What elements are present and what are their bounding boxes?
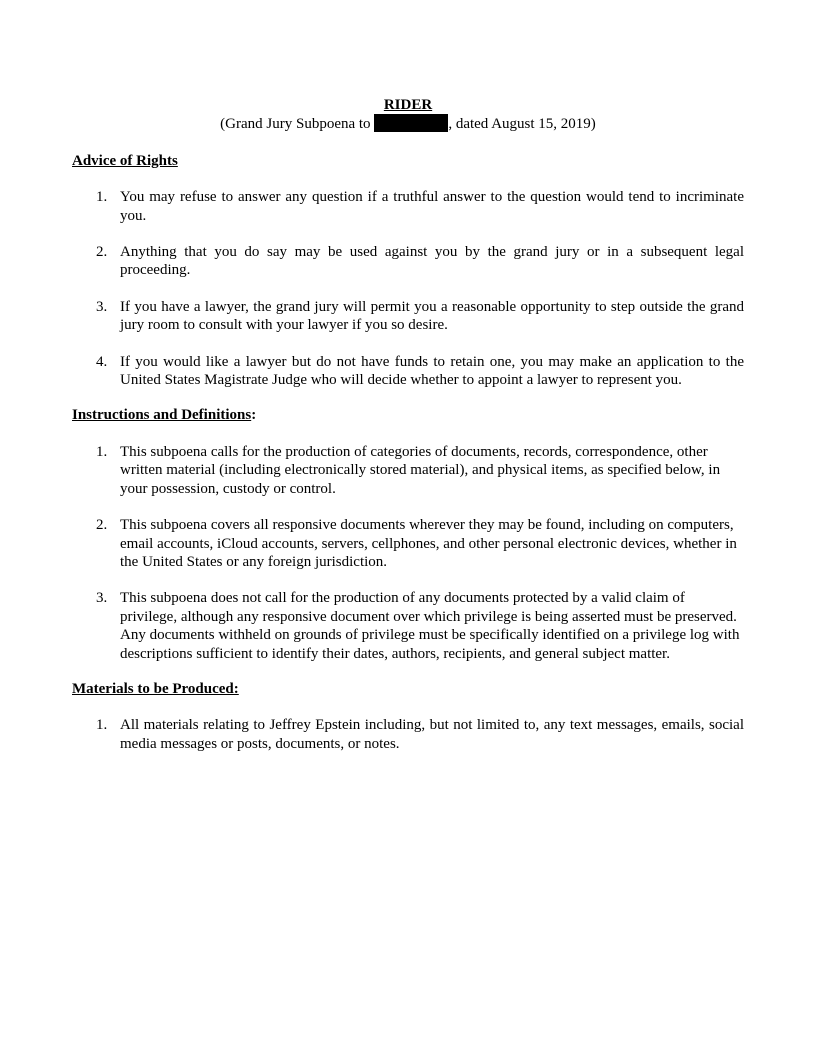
item-text: This subpoena does not call for the production of any documents protected by a valid claim of privilege, although any responsive document over which privilege is being asserted must be preserved. Any documents withheld on grounds of privilege must be specifically identified on a privilege log with descriptions sufficient to identify their dates, authors, recipients, and general subject matter. [120,590,740,662]
item-number: 2. [96,244,108,261]
item-number: 1. [96,443,108,460]
subtitle-suffix: , dated August 15, 2019) [448,116,596,133]
subtitle-prefix: (Grand Jury Subpoena to [220,116,375,133]
item-text: Anything that you do say may be used against you by the grand jury or in a subsequent legal proceeding. [120,244,744,279]
item-number: 3. [96,298,108,315]
item-text: If you would like a lawyer but do not have funds to retain one, you may make an application to the United States Magistrate Judge who will decide whether to appoint a lawyer to represent you. [120,353,744,389]
list-item [72,516,744,571]
list-item [72,443,744,498]
list-item [72,589,744,663]
item-number: 1. [96,717,108,734]
item-number: 2. [96,517,108,534]
item-number: 4. [96,353,108,370]
instructions-heading-suffix: : [251,407,257,424]
document-title: RIDER [383,97,433,113]
item-text: If you have a lawyer, the grand jury will permit you a reasonable opportunity to step outside the grand jury room to consult with your lawyer if you so desire. [120,298,744,334]
list-item [72,353,744,390]
materials-heading-text: Materials to be Produced: [72,680,239,697]
item-number: 3. [96,590,108,607]
instructions-heading-text: Instructions and Definitions [72,407,252,424]
list-item [72,243,744,280]
instructions-heading [72,406,744,424]
redaction-block [374,114,448,132]
instructions-list [72,443,744,663]
item-text: You may refuse to answer any question if a truthful answer to the question would tend to incriminate you. [120,189,744,224]
list-item [72,716,744,753]
advice-of-rights-heading [72,152,744,170]
list-item [72,298,744,335]
materials-heading [72,680,744,698]
item-number: 1. [96,189,108,206]
document-content [72,96,744,753]
item-text: This subpoena covers all responsive documents wherever they may be found, including on computers, email accounts, iCloud accounts, servers, cellphones, and other personal electronic devices, whether in the United States or any foreign jurisdiction. [120,517,737,570]
materials-list [72,716,744,753]
item-text: This subpoena calls for the production of categories of documents, records, correspondence, other written material (including electronically stored material), and physical items, as specified below, in your possession, custody or control. [120,443,721,497]
advice-of-rights-list [72,188,744,389]
list-item [72,188,744,225]
document-subtitle [72,114,744,133]
item-text: All materials relating to Jeffrey Epstein including, but not limited to, any text messages, emails, social media messages or posts, documents, or notes. [120,717,744,752]
advice-of-rights-heading-text: Advice of Rights [72,152,178,169]
